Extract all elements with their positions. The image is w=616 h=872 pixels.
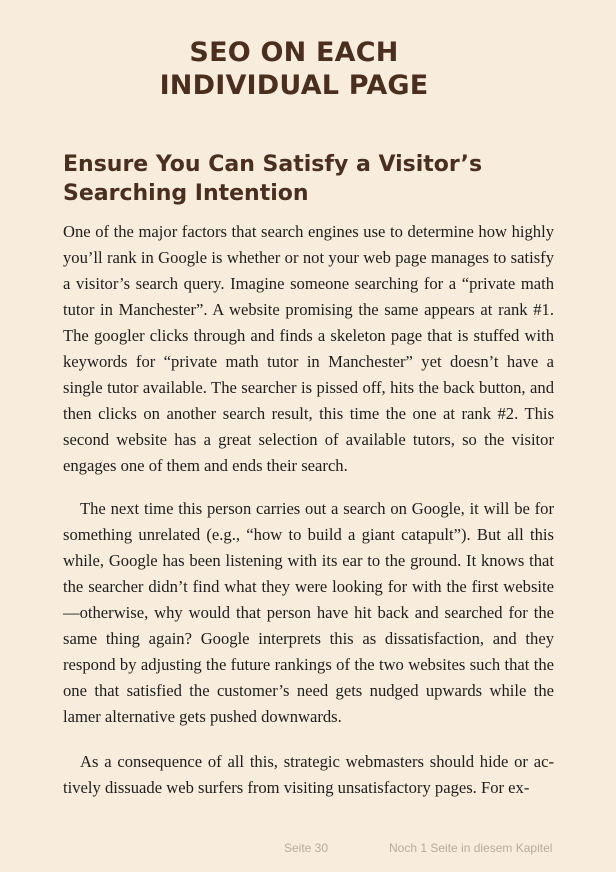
- pages-remaining-in-chapter: Noch 1 Seite in diesem Kapitel: [389, 841, 553, 855]
- section-heading: [63, 150, 563, 208]
- body-paragraph-3: As a consequence of all this, strategic webmasters should hide or actively dissuade web surfers from visiting unsatisfactory pages. For ex-: [63, 752, 554, 797]
- body-paragraph-2: The next time this person carries out a search on Google, it will be for something unrelated (e.g., “how to build a giant catapult”). But all this while, Google has been listening with its ear to the ground. It knows that the searcher didn’t find what they were looking for with the first website—otherwise, why would that person have hit back and searched for the same thing again? Google interprets this as dissatisfaction, and they respond by adjusting the future rankings of the two websites such that the one that satisfied the customer’s need gets nudged upwards while the lamer alternative gets pushed downwards.: [63, 499, 554, 726]
- page-number: Seite 30: [284, 841, 329, 855]
- chapter-title: [0, 36, 588, 102]
- chapter-title-line-2: INDIVIDUAL PAGE: [159, 70, 429, 101]
- body-paragraph-1: One of the major factors that search engines use to determine how highly you’ll rank in Google is whether or not your web page manages to satisfy a visitor’s search query. Imagine someone searching for a “private math tutor in Manchester”. A website promising the same appears at rank #1. The googler clicks through and finds a skeleton page that is stuffed with keywords for “private math tutor in Manchester” yet doesn’t have a single tutor available. The searcher is pissed off, hits the back button, and then clicks on another search result, this time the one at rank #2. This second website has a great selection of available tutors, so the visitor engages one of them and ends their search.: [63, 222, 554, 475]
- section-heading-line-1: Ensure You Can Satisfy a Visitor’s: [63, 152, 483, 177]
- section-heading-line-2: Searching Intention: [63, 181, 309, 206]
- chapter-title-line-1: SEO ON EACH: [189, 37, 399, 68]
